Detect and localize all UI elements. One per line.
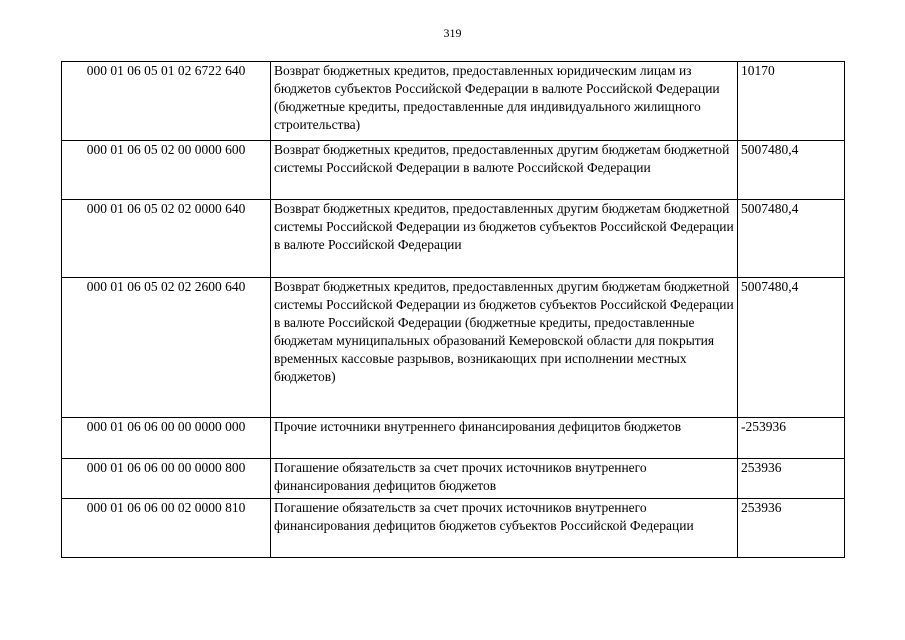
budget-sources-table: [61, 61, 845, 558]
budget-code-cell: 000 01 06 05 01 02 6722 640: [62, 62, 271, 141]
table-row: [62, 200, 845, 278]
amount-cell: 253936: [738, 499, 845, 558]
description-cell: Погашение обязательств за счет прочих источников внутреннего финансирования дефицитов бюджетов: [271, 459, 738, 499]
amount-cell: -253936: [738, 418, 845, 459]
table-row: [62, 62, 845, 141]
budget-code-cell: 000 01 06 05 02 02 0000 640: [62, 200, 271, 278]
amount-cell: 5007480,4: [738, 278, 845, 418]
table-row: [62, 278, 845, 418]
amount-cell: 5007480,4: [738, 141, 845, 200]
table-row: [62, 459, 845, 499]
amount-cell: 10170: [738, 62, 845, 141]
table-row: [62, 418, 845, 459]
budget-code-cell: 000 01 06 06 00 00 0000 000: [62, 418, 271, 459]
description-cell: Возврат бюджетных кредитов, предоставленных другим бюджетам бюджетной системы Российской Федерации из бюджетов субъектов Российской Федерации в валюте Российской Федерации (бюджетные кредиты, предоставленные бюджетам муниципальных образований Кемеровской области для покрытия временных кассовые разрывов, возникающих при исполнении местных бюджетов): [271, 278, 738, 418]
table-row: [62, 499, 845, 558]
amount-cell: 5007480,4: [738, 200, 845, 278]
description-cell: Прочие источники внутреннего финансирования дефицитов бюджетов: [271, 418, 738, 459]
table-body: [62, 62, 845, 558]
description-cell: Возврат бюджетных кредитов, предоставленных другим бюджетам бюджетной системы Российской Федерации в валюте Российской Федерации: [271, 141, 738, 200]
page-number: 319: [443, 26, 462, 40]
table-row: [62, 141, 845, 200]
description-cell: Погашение обязательств за счет прочих источников внутреннего финансирования дефицитов бюджетов субъектов Российской Федерации: [271, 499, 738, 558]
budget-code-cell: 000 01 06 06 00 00 0000 800: [62, 459, 271, 499]
budget-code-cell: 000 01 06 05 02 02 2600 640: [62, 278, 271, 418]
amount-cell: 253936: [738, 459, 845, 499]
budget-code-cell: 000 01 06 05 02 00 0000 600: [62, 141, 271, 200]
description-cell: Возврат бюджетных кредитов, предоставленных юридическим лицам из бюджетов субъектов Российской Федерации в валюте Российской Федерации (бюджетные кредиты, предоставленные для индивидуального жилищного строительства): [271, 62, 738, 141]
budget-code-cell: 000 01 06 06 00 02 0000 810: [62, 499, 271, 558]
description-cell: Возврат бюджетных кредитов, предоставленных другим бюджетам бюджетной системы Российской Федерации из бюджетов субъектов Российской Федерации в валюте Российской Федерации: [271, 200, 738, 278]
